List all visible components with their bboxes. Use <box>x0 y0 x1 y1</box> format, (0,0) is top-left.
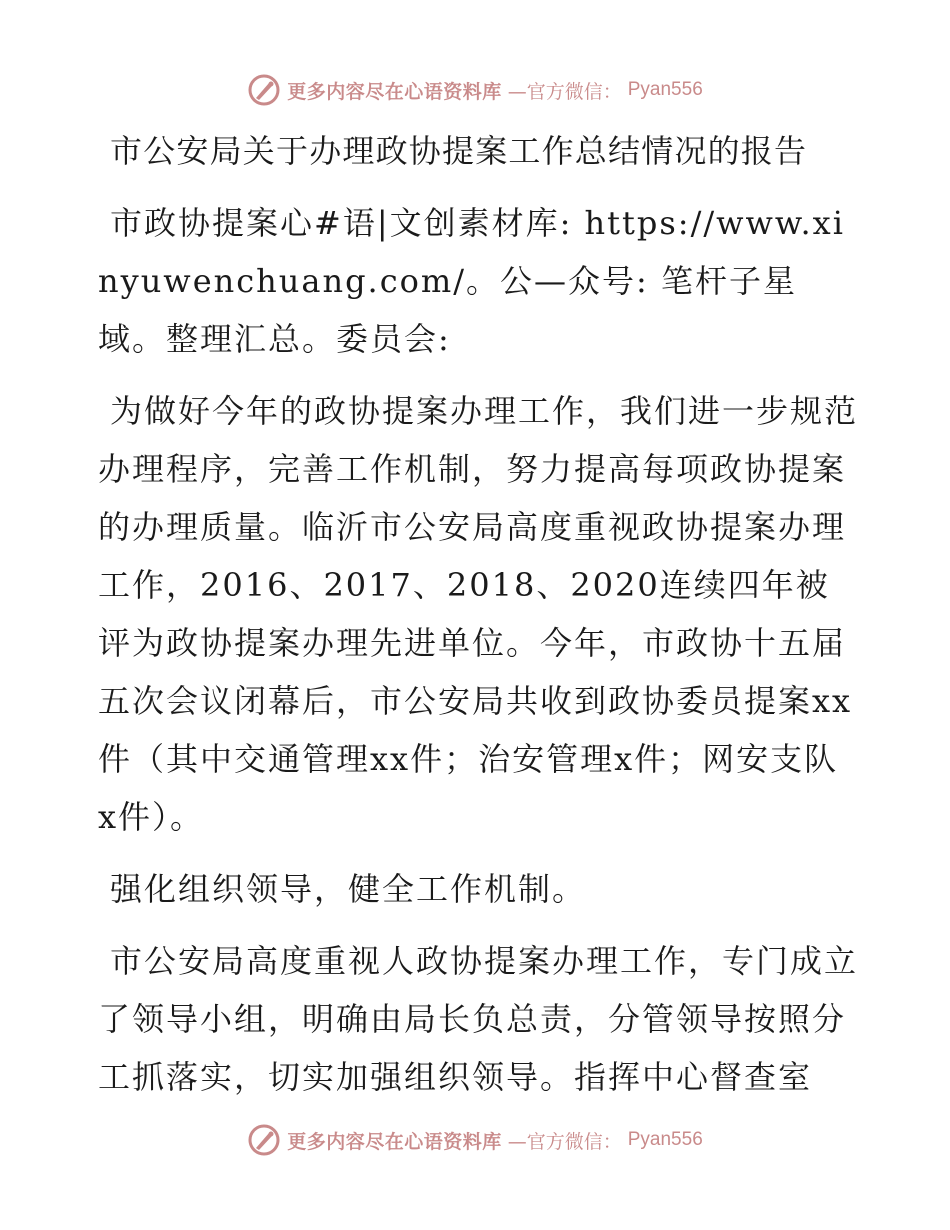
document-body <box>98 118 858 1106</box>
watermark-wechat-id: Pyan556 <box>627 1129 703 1150</box>
ink-pen-logo-icon <box>247 1123 281 1157</box>
watermark-text: 更多内容尽在心语资料库 <box>287 80 502 103</box>
paragraph-4: 市公安局高度重视人政协提案办理工作，专门成立了领导小组，明确由局长负总责，分管领导按照分工抓落实，切实加强组织领导。指挥中心督查室 <box>98 942 859 1096</box>
paragraph-2: 为做好今年的政协提案办理工作，我们进一步规范办理程序，完善工作机制，努力提高每项政协提案的办理质量。临沂市公安局高度重视政协提案办理工作，2016、2017、2018、2020连续四年被评为政协提案办理先进单位。今年，市政协十五届五次会议闭幕后，市公安局共收到政协委员提案xx件（其中交通管理xx件；治安管理x件；网安支队x件）。 <box>98 392 859 836</box>
footer-watermark <box>0 1120 950 1160</box>
watermark-separator: —官方微信： <box>507 1130 622 1153</box>
ink-pen-logo-icon <box>247 73 281 107</box>
watermark-wechat-id: Pyan556 <box>627 79 703 100</box>
paragraph-1: 市政协提案心#语|文创素材库: https://www.xinyuwenchuang.com/。公—众号: 笔杆子星域。整理汇总。委员会: <box>98 204 845 358</box>
watermark-separator: —官方微信： <box>507 80 622 103</box>
page-title: 市公安局关于办理政协提案工作总结情况的报告 <box>110 132 808 170</box>
paragraph-3: 强化组织领导，健全工作机制。 <box>110 870 587 908</box>
watermark-text: 更多内容尽在心语资料库 <box>287 1130 502 1153</box>
header-watermark <box>0 70 950 110</box>
